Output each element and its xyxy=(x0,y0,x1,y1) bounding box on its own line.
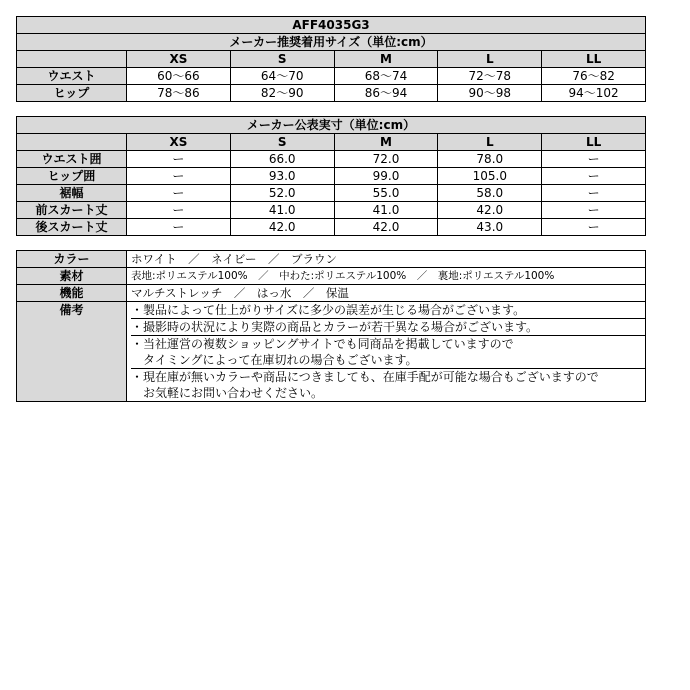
table-row xyxy=(17,251,646,268)
cell: ー xyxy=(542,219,646,236)
note-line: ・製品によって仕上がりサイズに多少の誤差が生じる場合がございます。 xyxy=(131,302,645,319)
row-label: 前スカート丈 xyxy=(17,202,127,219)
cell: 42.0 xyxy=(438,202,542,219)
cell: 82〜90 xyxy=(230,85,334,102)
cell: 78〜86 xyxy=(127,85,231,102)
table-row xyxy=(17,151,646,168)
corner-cell xyxy=(17,51,127,68)
size-header: XS xyxy=(127,134,231,151)
product-details-table xyxy=(16,250,646,402)
cell: 41.0 xyxy=(230,202,334,219)
row-label: ウエスト囲 xyxy=(17,151,127,168)
product-code: AFF4035G3 xyxy=(17,17,646,34)
cell: 72〜78 xyxy=(438,68,542,85)
table-row xyxy=(17,285,646,302)
notes-cell xyxy=(127,302,646,402)
row-label: ウエスト xyxy=(17,68,127,85)
cell: 52.0 xyxy=(230,185,334,202)
row-label: 後スカート丈 xyxy=(17,219,127,236)
cell: 58.0 xyxy=(438,185,542,202)
note-line: お気軽にお問い合わせください。 xyxy=(131,386,324,400)
recommended-title: メーカー推奨着用サイズ（単位:cm） xyxy=(17,34,646,51)
table-row xyxy=(17,185,646,202)
note-line: ・当社運営の複数ショッピングサイトでも同商品を掲載していますので xyxy=(131,337,514,351)
cell: 105.0 xyxy=(438,168,542,185)
table-row xyxy=(17,168,646,185)
color-value: ホワイト ／ ネイビー ／ ブラウン xyxy=(127,251,646,268)
note-line: タイミングによって在庫切れの場合もございます。 xyxy=(131,352,645,369)
cell: 78.0 xyxy=(438,151,542,168)
function-value: マルチストレッチ ／ はっ水 ／ 保温 xyxy=(127,285,646,302)
size-header: L xyxy=(438,134,542,151)
size-header: S xyxy=(230,134,334,151)
size-header: XS xyxy=(127,51,231,68)
size-header: S xyxy=(230,51,334,68)
table-row xyxy=(17,68,646,85)
cell: 43.0 xyxy=(438,219,542,236)
note-line: ・現在庫が無いカラーや商品につきましても、在庫手配が可能な場合もございますので xyxy=(131,370,599,384)
actual-title: メーカー公表実寸（単位:cm） xyxy=(17,117,646,134)
color-label: カラー xyxy=(17,251,127,268)
material-value: 表地:ポリエステル100% ／ 中わた:ポリエステル100% ／ 裏地:ポリエステル100% xyxy=(127,268,646,285)
table-row xyxy=(17,85,646,102)
cell: 72.0 xyxy=(334,151,438,168)
actual-size-table xyxy=(16,116,646,236)
cell: ー xyxy=(127,168,231,185)
cell: 41.0 xyxy=(334,202,438,219)
cell: 90〜98 xyxy=(438,85,542,102)
cell: 76〜82 xyxy=(542,68,646,85)
function-label: 機能 xyxy=(17,285,127,302)
notes-label: 備考 xyxy=(17,302,127,402)
table-row xyxy=(17,219,646,236)
cell: 94〜102 xyxy=(542,85,646,102)
row-label: ヒップ囲 xyxy=(17,168,127,185)
corner-cell xyxy=(17,134,127,151)
cell: ー xyxy=(127,219,231,236)
note-line: ・撮影時の状況により実際の商品とカラーが若干異なる場合がございます。 xyxy=(131,319,645,336)
table-row xyxy=(17,302,646,402)
cell: 55.0 xyxy=(334,185,438,202)
row-label: 裾幅 xyxy=(17,185,127,202)
cell: 99.0 xyxy=(334,168,438,185)
cell: ー xyxy=(542,168,646,185)
cell: 68〜74 xyxy=(334,68,438,85)
size-header: L xyxy=(438,51,542,68)
cell: ー xyxy=(542,185,646,202)
size-header: M xyxy=(334,51,438,68)
table-row xyxy=(17,202,646,219)
cell: 64〜70 xyxy=(230,68,334,85)
cell: 93.0 xyxy=(230,168,334,185)
size-header: LL xyxy=(542,51,646,68)
cell: 60〜66 xyxy=(127,68,231,85)
table-row xyxy=(17,268,646,285)
cell: 42.0 xyxy=(334,219,438,236)
cell: 42.0 xyxy=(230,219,334,236)
cell: ー xyxy=(127,185,231,202)
cell: ー xyxy=(127,151,231,168)
cell: 66.0 xyxy=(230,151,334,168)
row-label: ヒップ xyxy=(17,85,127,102)
recommended-size-table xyxy=(16,16,646,102)
material-label: 素材 xyxy=(17,268,127,285)
size-header: LL xyxy=(542,134,646,151)
size-header: M xyxy=(334,134,438,151)
cell: 86〜94 xyxy=(334,85,438,102)
cell: ー xyxy=(542,151,646,168)
cell: ー xyxy=(542,202,646,219)
cell: ー xyxy=(127,202,231,219)
